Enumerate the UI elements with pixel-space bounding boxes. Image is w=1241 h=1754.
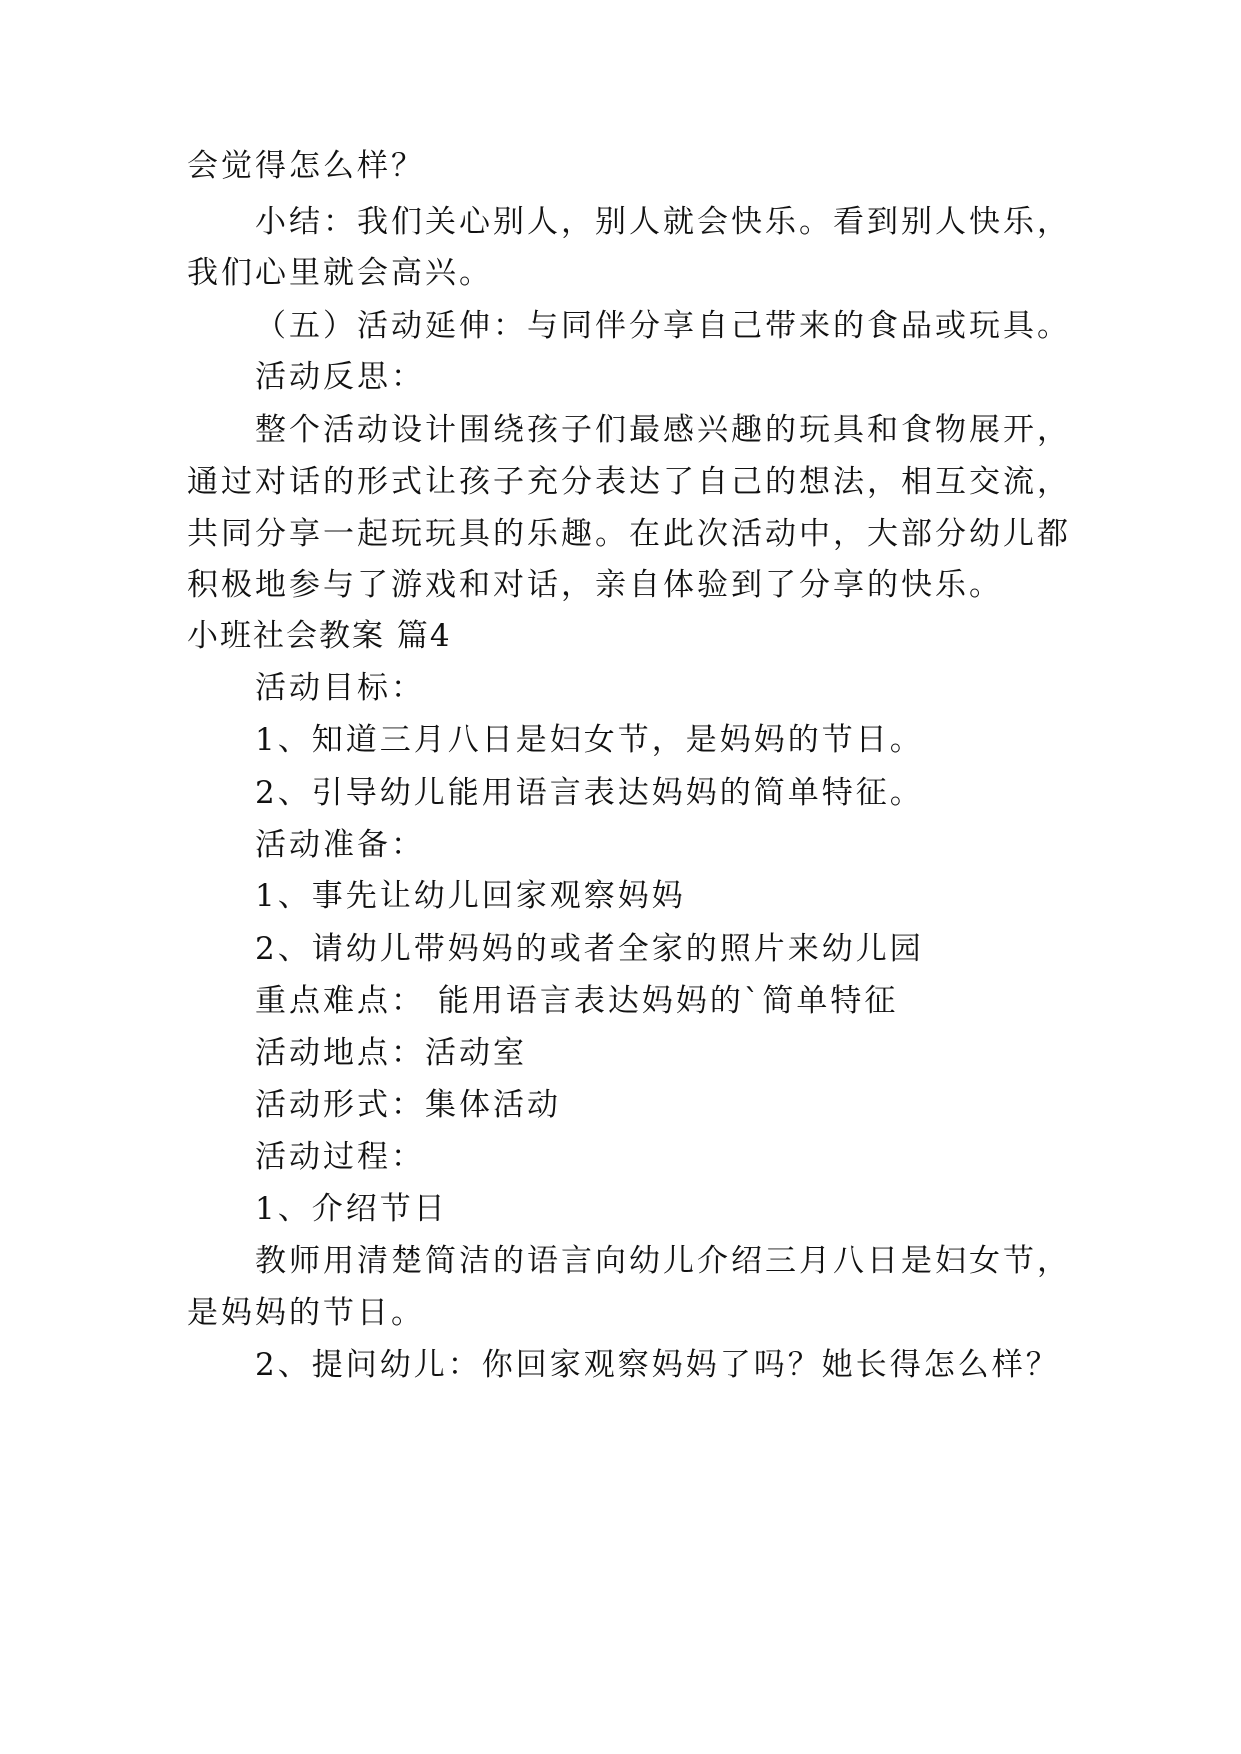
preparation-item: 2、请幼儿带妈妈的或者全家的照片来幼儿园 xyxy=(255,931,924,967)
format-line: 活动形式：集体活动 xyxy=(255,1087,561,1123)
goals-heading: 活动目标： xyxy=(255,670,425,706)
summary-line: 小结：我们关心别人，别人就会快乐。看到别人快乐， xyxy=(255,204,1071,240)
preparation-heading: 活动准备： xyxy=(255,827,425,863)
process-item: 2、提问幼儿：你回家观察妈妈了吗？她长得怎么样？ xyxy=(255,1347,1060,1383)
goal-item: 1、知道三月八日是妇女节，是妈妈的节日。 xyxy=(255,722,924,758)
reflection-line: 通过对话的形式让孩子充分表达了自己的想法，相互交流， xyxy=(187,464,1071,500)
process-item: 1、介绍节日 xyxy=(255,1191,448,1227)
reflection-heading: 活动反思： xyxy=(255,359,425,395)
goal-item: 2、引导幼儿能用语言表达妈妈的简单特征。 xyxy=(255,775,924,811)
reflection-line: 积极地参与了游戏和对话，亲自体验到了分享的快乐。 xyxy=(187,567,1003,603)
key-points-line: 重点难点： 能用语言表达妈妈的`简单特征 xyxy=(255,983,899,1019)
section-title: 小班社会教案 篇4 xyxy=(187,618,452,654)
paragraph-line: 会觉得怎么样？ xyxy=(187,148,425,184)
process-heading: 活动过程： xyxy=(255,1139,425,1175)
location-line: 活动地点：活动室 xyxy=(255,1035,527,1071)
process-line: 是妈妈的节日。 xyxy=(187,1295,425,1331)
reflection-line: 整个活动设计围绕孩子们最感兴趣的玩具和食物展开， xyxy=(255,412,1071,448)
process-line: 教师用清楚简洁的语言向幼儿介绍三月八日是妇女节， xyxy=(255,1243,1071,1279)
summary-line: 我们心里就会高兴。 xyxy=(187,255,493,291)
preparation-item: 1、事先让幼儿回家观察妈妈 xyxy=(255,878,686,914)
extension-line: （五）活动延伸：与同伴分享自己带来的食品或玩具。 xyxy=(255,308,1071,344)
reflection-line: 共同分享一起玩玩具的乐趣。在此次活动中，大部分幼儿都 xyxy=(187,516,1071,552)
